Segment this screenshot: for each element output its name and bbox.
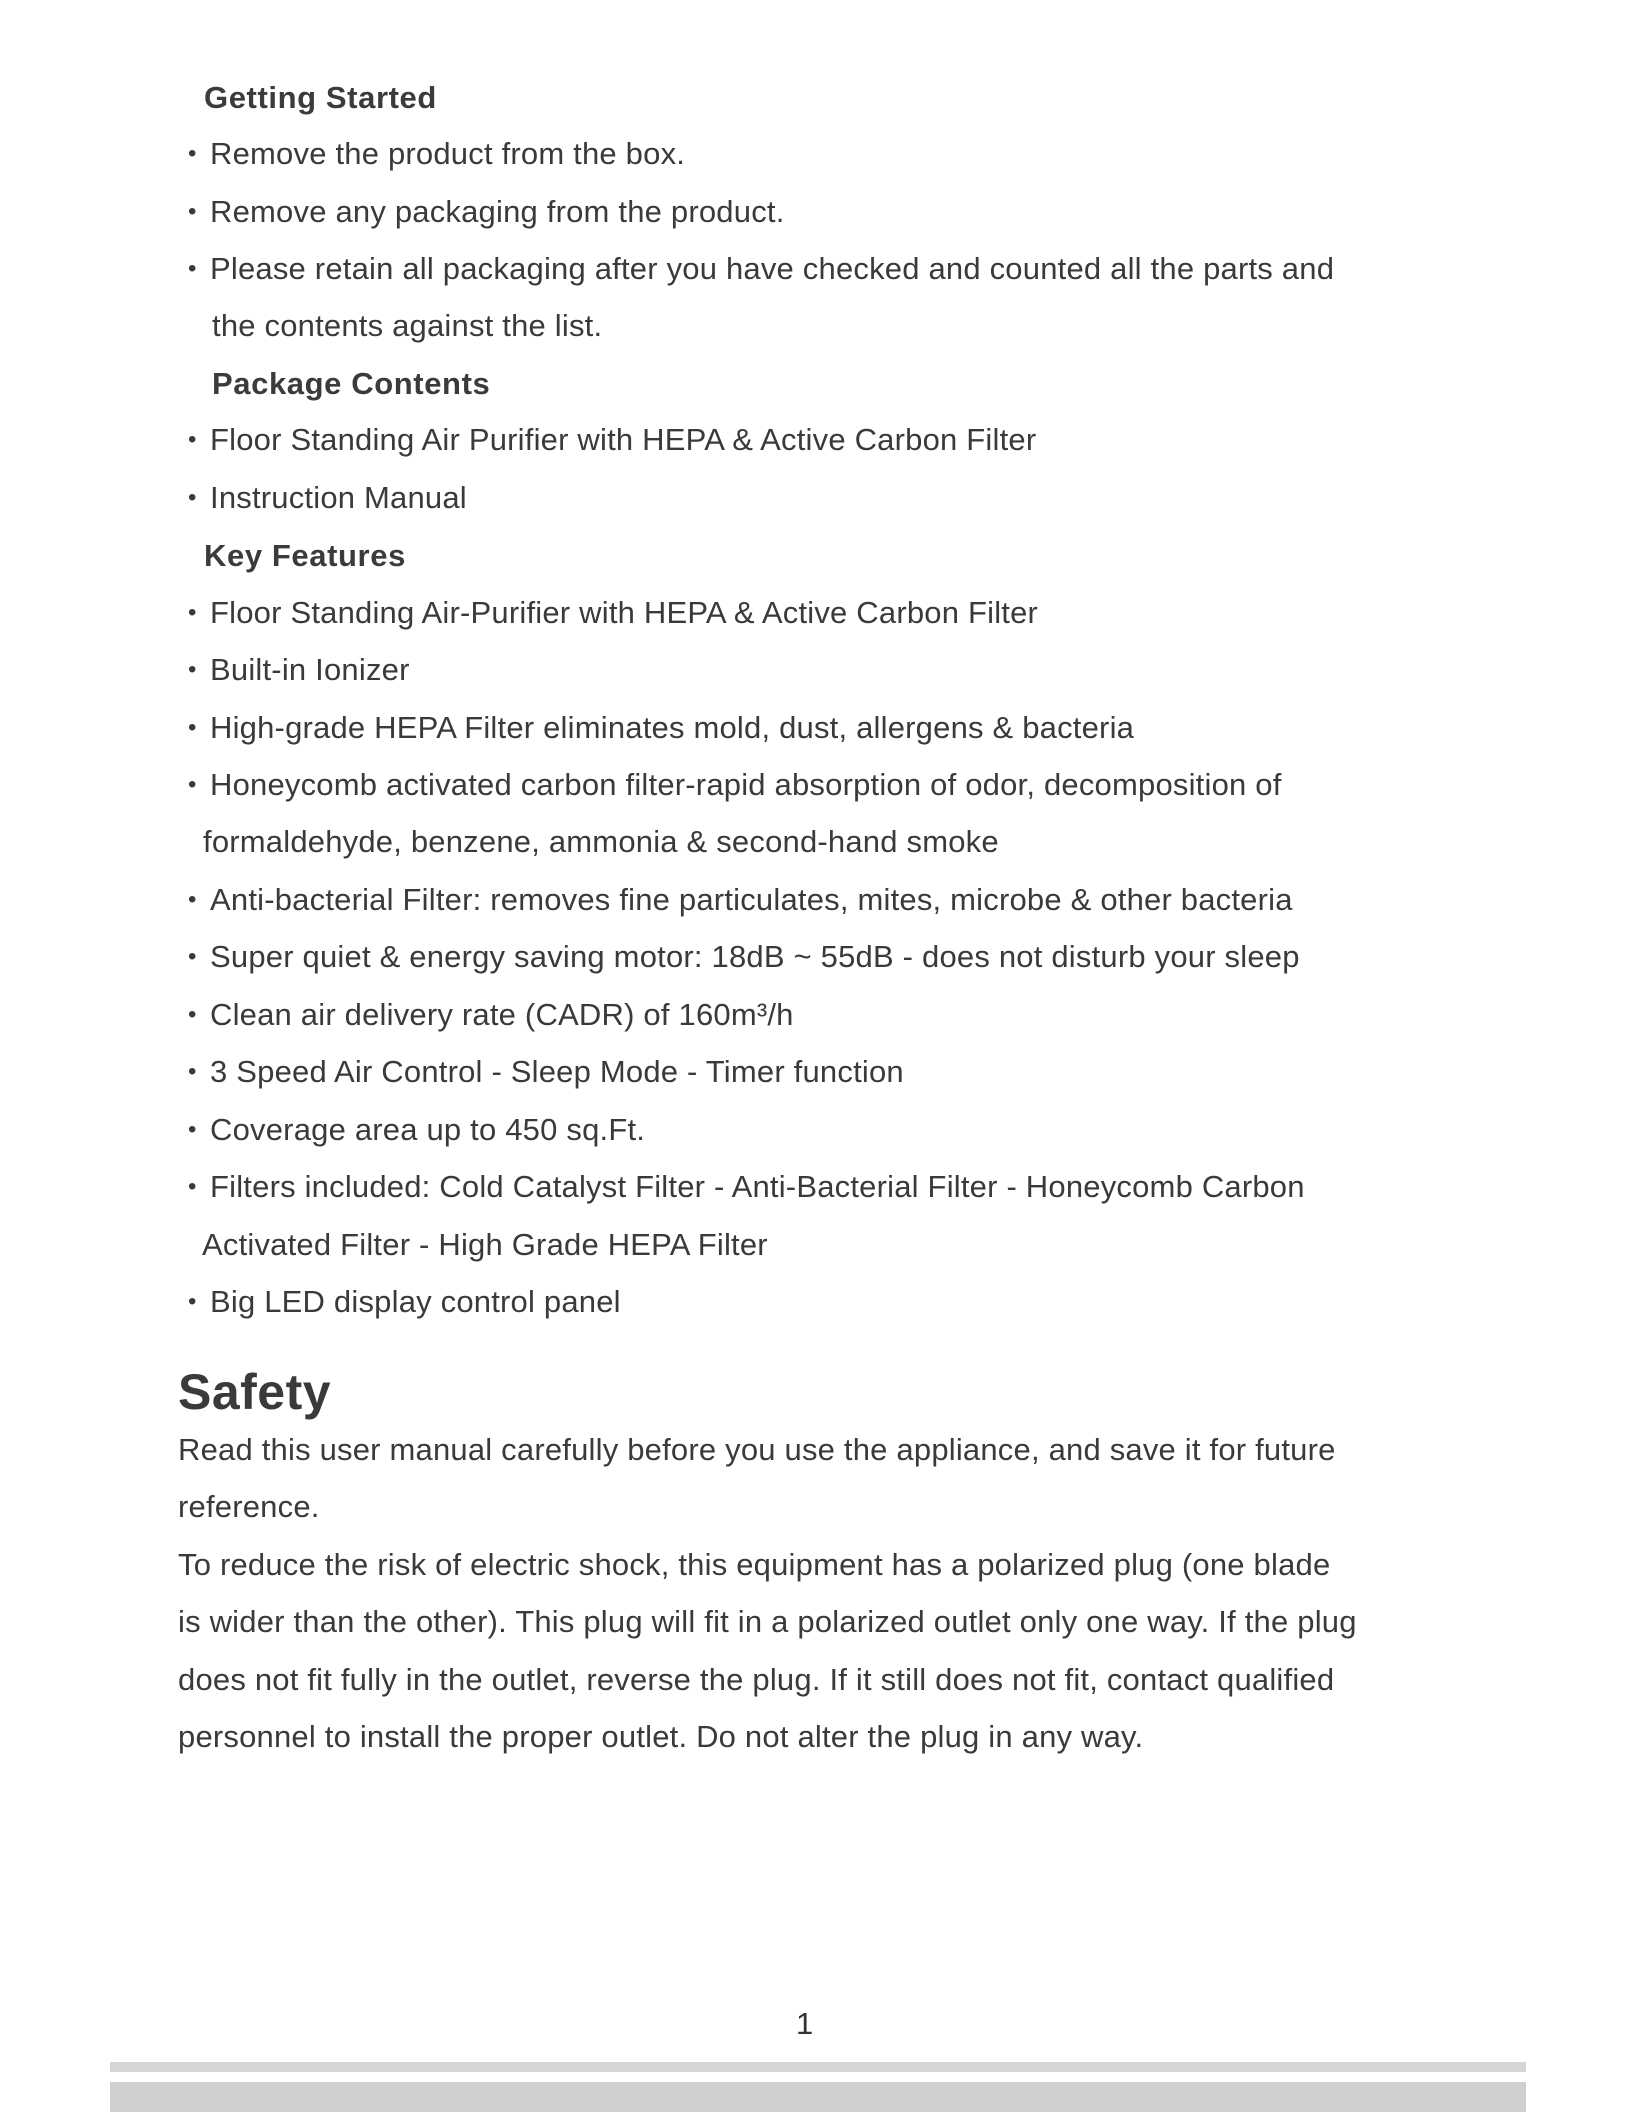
safety-paragraph-line: does not fit fully in the outlet, reverse the plug. If it still does not fit, contact qualified [178, 1662, 1335, 1697]
bullet-icon: • [188, 1173, 197, 1200]
safety-paragraph-line: To reduce the risk of electric shock, this equipment has a polarized plug (one blade [178, 1547, 1331, 1582]
bullet-icon: • [188, 484, 197, 511]
bullet-icon: • [188, 1058, 197, 1085]
list-item: • High-grade HEPA Filter eliminates mold, dust, allergens & bacteria [188, 708, 1134, 748]
list-item-continuation: Activated Filter - High Grade HEPA Filter [202, 1227, 768, 1262]
list-item: • Instruction Manual [188, 478, 467, 518]
bullet-icon: • [188, 1001, 197, 1028]
page-number: 1 [796, 2006, 814, 2041]
safety-title: Safety [178, 1364, 332, 1420]
footer-divider [110, 2062, 1526, 2072]
bullet-icon: • [188, 771, 197, 798]
list-item: • 3 Speed Air Control - Sleep Mode - Timer function [188, 1052, 904, 1092]
list-item: • Remove any packaging from the product. [188, 192, 785, 232]
bullet-icon: • [188, 255, 197, 282]
list-item: • Big LED display control panel [188, 1282, 621, 1322]
package-contents-heading: Package Contents [212, 366, 491, 401]
safety-paragraph-line: Read this user manual carefully before you use the appliance, and save it for future [178, 1432, 1336, 1467]
list-item: • Built-in Ionizer [188, 650, 410, 690]
bullet-icon: • [188, 886, 197, 913]
bullet-icon: • [188, 943, 197, 970]
list-item: • Coverage area up to 450 sq.Ft. [188, 1110, 645, 1150]
safety-paragraph-line: personnel to install the proper outlet. Do not alter the plug in any way. [178, 1719, 1144, 1754]
list-item: • Super quiet & energy saving motor: 18dB ~ 55dB - does not disturb your sleep [188, 937, 1300, 977]
bullet-icon: • [188, 656, 197, 683]
bullet-icon: • [188, 714, 197, 741]
list-item: • Filters included: Cold Catalyst Filter - Anti-Bacterial Filter - Honeycomb Carbon [188, 1167, 1305, 1207]
key-features-heading: Key Features [204, 538, 406, 573]
safety-paragraph-line: is wider than the other). This plug will fit in a polarized outlet only one way. If the plug [178, 1604, 1357, 1639]
bullet-icon: • [188, 1116, 197, 1143]
getting-started-heading: Getting Started [204, 80, 437, 115]
list-item: • Clean air delivery rate (CADR) of 160m³/h [188, 995, 794, 1035]
footer-band [110, 2082, 1526, 2112]
list-item-continuation: formaldehyde, benzene, ammonia & second-hand smoke [203, 824, 999, 859]
list-item: • Please retain all packaging after you have checked and counted all the parts and [188, 249, 1334, 289]
list-item: • Anti-bacterial Filter: removes fine particulates, mites, microbe & other bacteria [188, 880, 1293, 920]
list-item: • Honeycomb activated carbon filter-rapid absorption of odor, decomposition of [188, 765, 1282, 805]
safety-paragraph-line: reference. [178, 1489, 320, 1524]
bullet-icon: • [188, 599, 197, 626]
list-item: • Floor Standing Air Purifier with HEPA & Active Carbon Filter [188, 420, 1036, 460]
list-item: • Floor Standing Air-Purifier with HEPA & Active Carbon Filter [188, 593, 1038, 633]
list-item-continuation: the contents against the list. [212, 308, 603, 343]
bullet-icon: • [188, 426, 197, 453]
list-item: • Remove the product from the box. [188, 134, 685, 174]
bullet-icon: • [188, 140, 197, 167]
bullet-icon: • [188, 198, 197, 225]
bullet-icon: • [188, 1288, 197, 1315]
